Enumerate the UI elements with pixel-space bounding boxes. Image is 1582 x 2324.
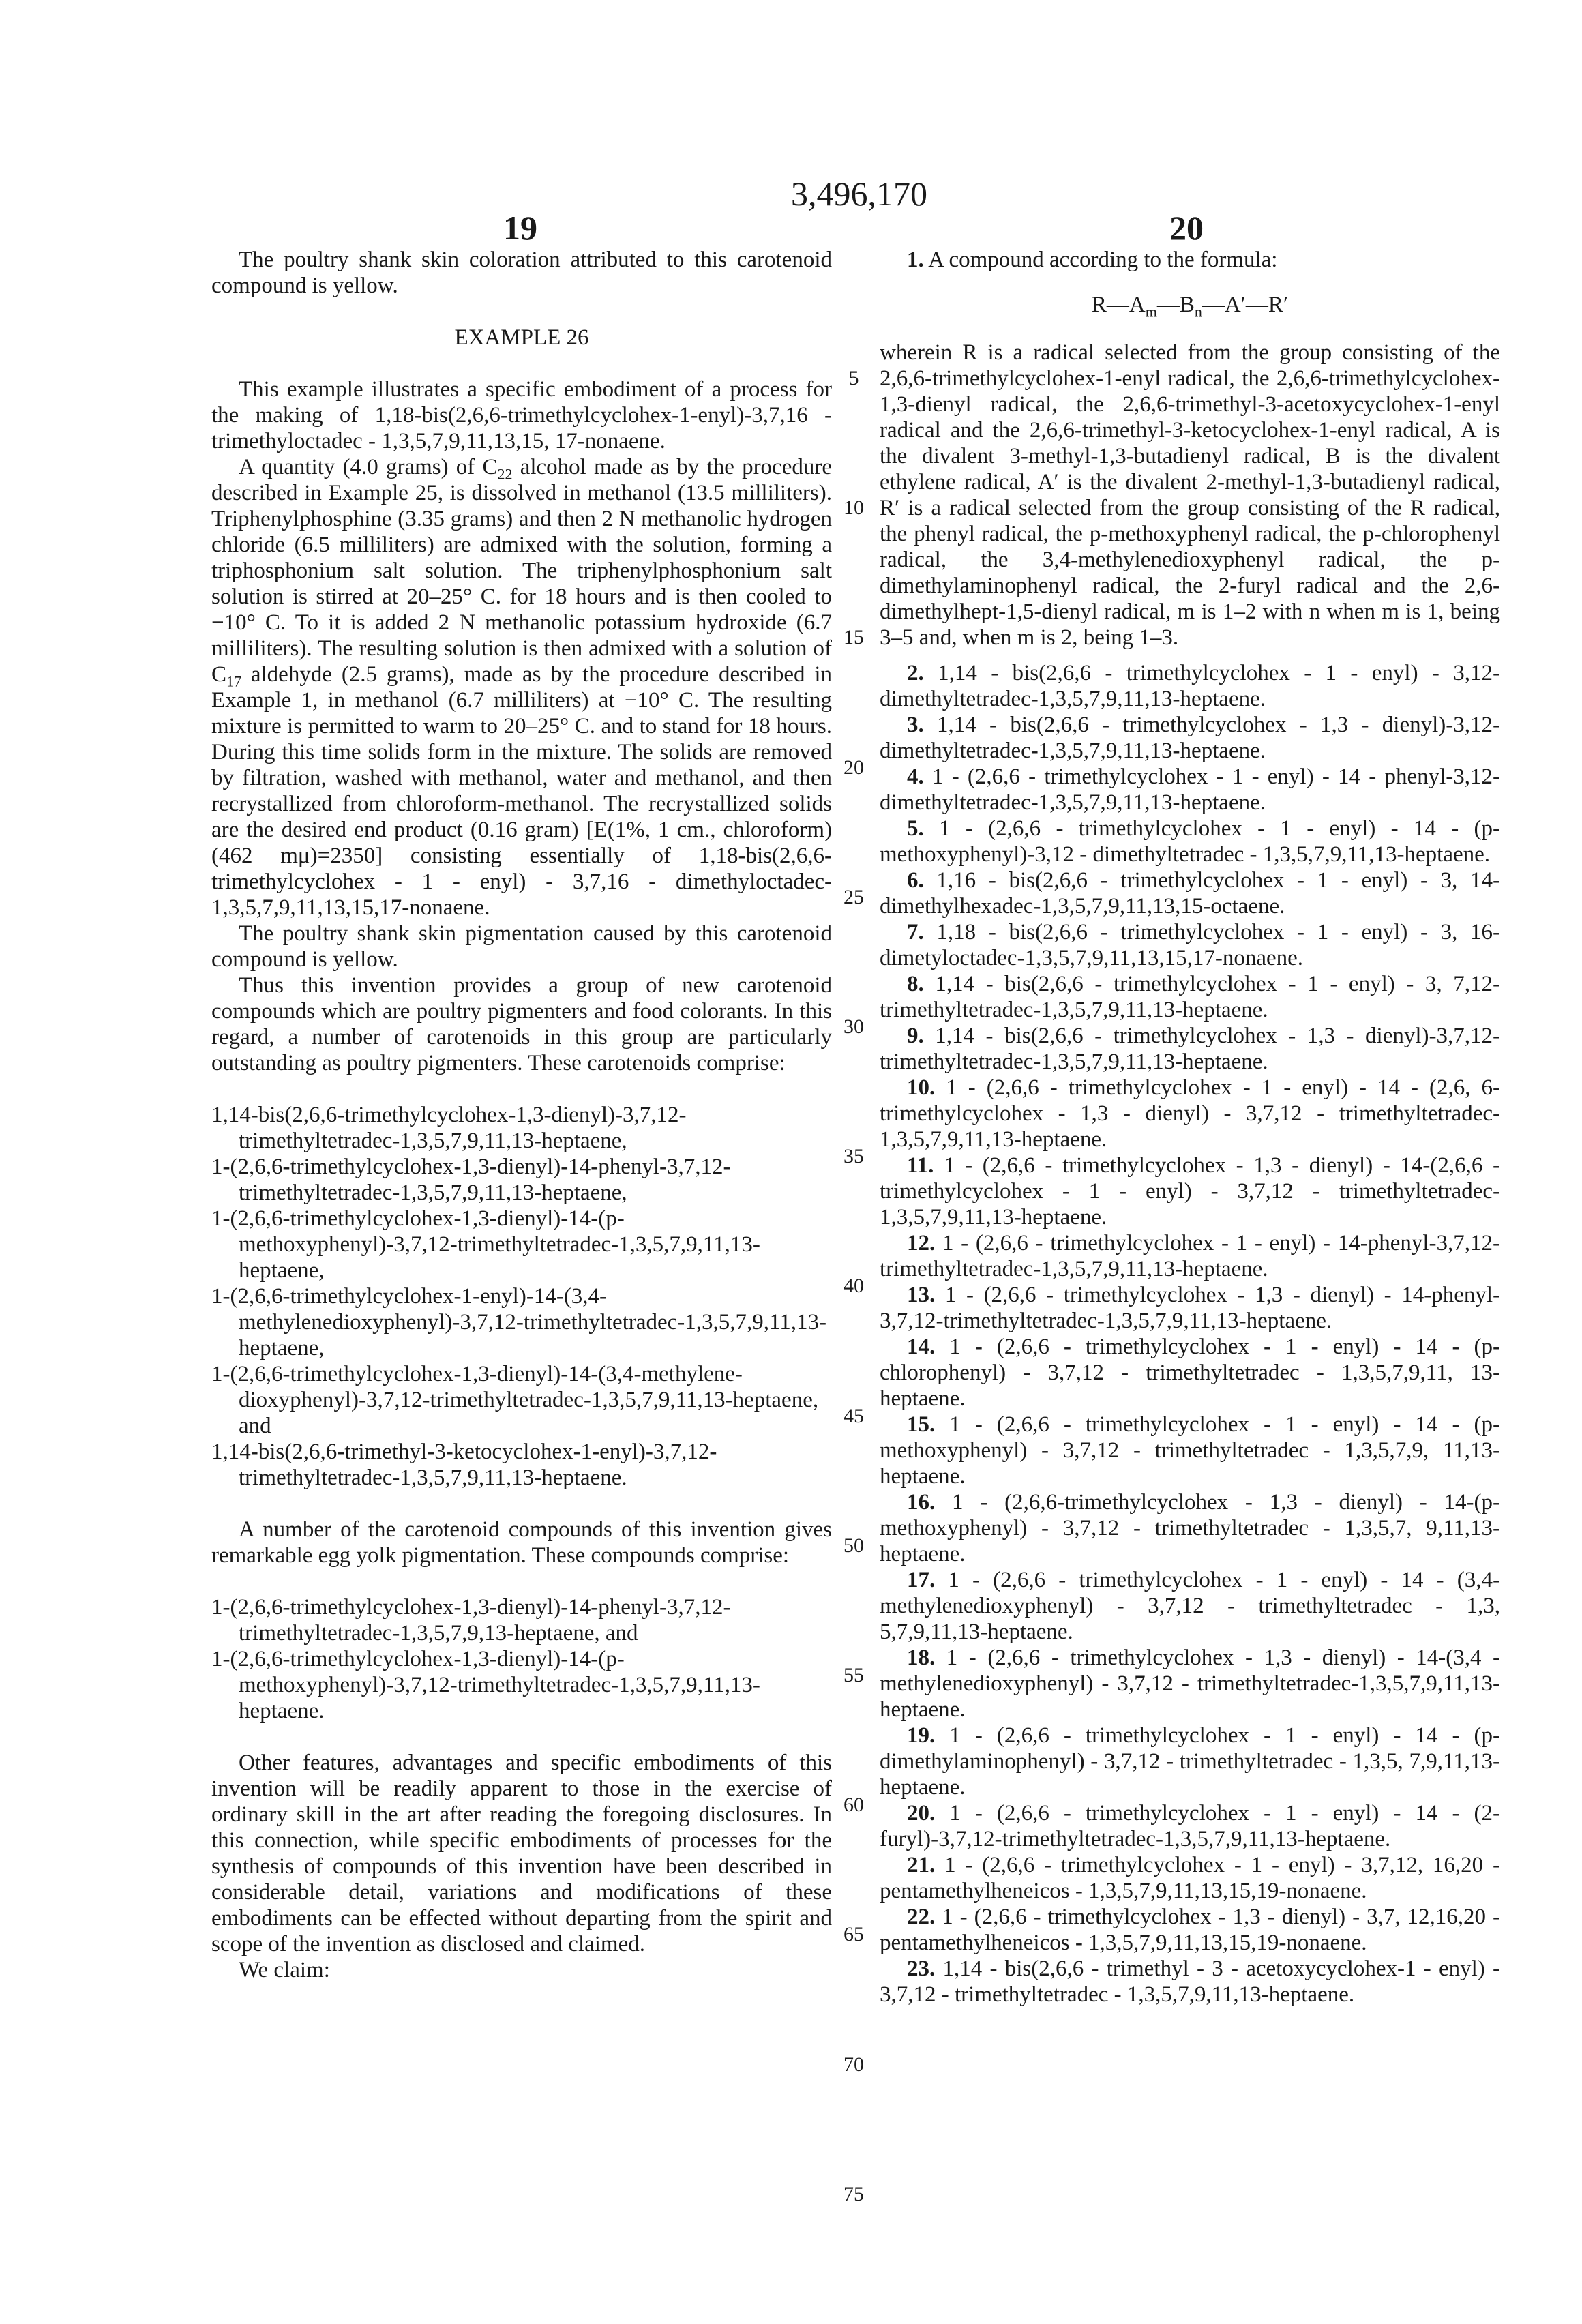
- claim-number: 6.: [907, 868, 924, 893]
- line-number: 55: [840, 1664, 867, 1687]
- claim-number: 3.: [907, 713, 924, 737]
- claim: [880, 1852, 1500, 1904]
- paragraph: Thus this invention provides a group of new carotenoid compounds which are poultry pigmenters and food colorants. In this regard, a number of carotenoids in this group are particularly outstanding as poultry pigmenters. These carotenoids comprise:: [211, 972, 832, 1076]
- claim-text: 1 - (2,6,6 - trimethylcyclohex - 1 - enyl) - 14 - phenyl-3,12-dimethyltetradec-1,3,5,7,9,11,13-heptaene.: [880, 764, 1500, 815]
- claim: [880, 1489, 1500, 1567]
- claim: [880, 1152, 1500, 1230]
- line-number: 35: [840, 1145, 867, 1168]
- compound-item: 1,14-bis(2,6,6-trimethyl-3-ketocyclohex-1-enyl)-3,7,12-trimethyltetradec-1,3,5,7,9,11,13-heptaene.: [211, 1439, 832, 1491]
- left-column: [211, 247, 832, 1983]
- claim-number: 20.: [907, 1801, 935, 1826]
- claim-text: 1 - (2,6,6 - trimethylcyclohex - 1 - enyl) - 14 - (p-dimethylaminophenyl) - 3,7,12 - trimethyltetradec - 1,3,5, 7,9,11,13-heptaene.: [880, 1723, 1500, 1800]
- paragraph: A number of the carotenoid compounds of this invention gives remarkable egg yolk pigmentation. These compounds comprise:: [211, 1517, 832, 1568]
- claim-text: 1,14 - bis(2,6,6 - trimethylcyclohex - 1,3 - dienyl)-3,12-dimethyltetradec-1,3,5,7,9,11,13-heptaene.: [880, 713, 1500, 763]
- claim: [880, 1567, 1500, 1645]
- claim-text: 1,14 - bis(2,6,6 - trimethylcyclohex - 1 - enyl) - 3, 7,12-trimethyltetradec-1,3,5,7,9,11,13-heptaene.: [880, 972, 1500, 1022]
- compound-item: 1-(2,6,6-trimethylcyclohex-1,3-dienyl)-14-phenyl-3,7,12-trimethyltetradec-1,3,5,7,9,13-heptaene, and: [211, 1594, 832, 1646]
- we-claim: We claim:: [211, 1957, 832, 1983]
- compound-item: 1-(2,6,6-trimethylcyclohex-1,3-dienyl)-14-(3,4-methylene-dioxyphenyl)-3,7,12-trimethyltetradec-1,3,5,7,9,11,13-heptaene, and: [211, 1361, 832, 1439]
- claim-number: 4.: [907, 764, 924, 789]
- claim: [880, 764, 1500, 816]
- claim-number: 9.: [907, 1024, 924, 1048]
- compound-list-poultry: [211, 1102, 832, 1491]
- claim-number: 15.: [907, 1412, 935, 1437]
- line-number: 15: [840, 626, 867, 649]
- claim: [880, 1645, 1500, 1723]
- claim-number: 17.: [907, 1568, 935, 1592]
- compound-list-egg-yolk: [211, 1594, 832, 1724]
- line-number: 5: [840, 367, 867, 390]
- claim: [880, 1075, 1500, 1152]
- claim-text: 1 - (2,6,6 - trimethylcyclohex - 1 - enyl) - 14 - (3,4-methylenedioxyphenyl) - 3,7,12 - trimethyltetradec - 1,3, 5,7,9,11,13-heptaene.: [880, 1568, 1500, 1644]
- compound-item: 1-(2,6,6-trimethylcyclohex-1,3-dienyl)-14-phenyl-3,7,12-trimethyltetradec-1,3,5,7,9,11,13-heptaene,: [211, 1154, 832, 1206]
- line-number: 75: [840, 2183, 867, 2206]
- line-number: 50: [840, 1534, 867, 1558]
- compound-item: 1,14-bis(2,6,6-trimethylcyclohex-1,3-dienyl)-3,7,12-trimethyltetradec-1,3,5,7,9,11,13-heptaene,: [211, 1102, 832, 1154]
- claim-text: 1 - (2,6,6 - trimethylcyclohex - 1 - enyl) - 14 - (2-furyl)-3,7,12-trimethyltetradec-1,3,5,7,9,11,13-heptaene.: [880, 1801, 1500, 1851]
- line-number: 70: [840, 2053, 867, 2076]
- line-number: 60: [840, 1793, 867, 1817]
- claim-number: 13.: [907, 1283, 935, 1307]
- claim-number: 5.: [907, 816, 924, 841]
- paragraph: [211, 454, 832, 921]
- claim-number: 1.: [907, 248, 924, 272]
- claim-text: 1 - (2,6,6 - trimethylcyclohex - 1 - enyl) - 14 - (p-chlorophenyl) - 3,7,12 - trimethyltetradec - 1,3,5,7,9,11, 13-heptaene.: [880, 1335, 1500, 1411]
- claim-number: 19.: [907, 1723, 935, 1748]
- claim-text: 1,18 - bis(2,6,6 - trimethylcyclohex - 1 - enyl) - 3, 16-dimetyloctadec-1,3,5,7,9,11,13,15,17-nonaene.: [880, 920, 1500, 970]
- claim-text: 1,14 - bis(2,6,6 - trimethylcyclohex - 1,3 - dienyl)-3,7,12-trimethyltetradec-1,3,5,7,9,11,13-heptaene.: [880, 1024, 1500, 1074]
- claim: [880, 971, 1500, 1023]
- claim-number: 10.: [907, 1075, 935, 1100]
- formula: [880, 292, 1500, 318]
- claim-number: 7.: [907, 920, 924, 944]
- claim-1-intro: [880, 247, 1500, 273]
- claim-number: 21.: [907, 1853, 935, 1877]
- text: alcohol made as by the procedure described in Example 25, is dissolved in methanol (13.5 milliliters). Triphenylphosphine (3.35 grams) and then 2 N methanolic hydrogen chloride (6.5 milliliters) are admixed with the solution, forming a triphosphonium salt solution. The triphenylphosphonium salt solution is stirred at 20–25° C. for 18 hours and is then cooled to −10° C. To it is added 2 N methanolic potassium hydroxide (6.7 milliliters). The resulting solution is then admixed with a solution of C: [211, 455, 832, 687]
- formula-part: —B: [1157, 293, 1195, 317]
- claim-number: 12.: [907, 1231, 935, 1255]
- subscript: 17: [226, 673, 241, 690]
- claim-text: 1 - (2,6,6 - trimethylcyclohex - 1,3 - dienyl) - 14-phenyl-3,7,12-trimethyltetradec-1,3,5,7,9,11,13-heptaene.: [880, 1283, 1500, 1333]
- claim-text: 1,14 - bis(2,6,6 - trimethylcyclohex - 1 - enyl) - 3,12-dimethyltetradec-1,3,5,7,9,11,13-heptaene.: [880, 661, 1500, 711]
- claim: [880, 1800, 1500, 1852]
- right-column: [880, 247, 1500, 2008]
- claim: [880, 1230, 1500, 1282]
- claim-number: 2.: [907, 661, 924, 685]
- claim-text: 1 - (2,6,6 - trimethylcyclohex - 1,3 - dienyl) - 3,7, 12,16,20 - pentamethylheneicos - 1,3,5,7,9,11,13,15,19-nonaene.: [880, 1905, 1500, 1955]
- claim: [880, 1904, 1500, 1956]
- formula-part: —A′—R′: [1202, 293, 1288, 317]
- claim: [880, 867, 1500, 919]
- line-number: 20: [840, 756, 867, 779]
- claim: [880, 1412, 1500, 1489]
- claim-text: 1 - (2,6,6 - trimethylcyclohex - 1 - enyl) - 3,7,12, 16,20 - pentamethylheneicos - 1,3,5,7,9,11,13,15,19-nonaene.: [880, 1853, 1500, 1903]
- claim-text: 1 - (2,6,6 - trimethylcyclohex - 1 - enyl) - 14 - (2,6, 6-trimethylcyclohex - 1,3 - dienyl) - 3,7,12 - trimethyltetradec-1,3,5,7,9,11,13-heptaene.: [880, 1075, 1500, 1152]
- claim: [880, 1956, 1500, 2008]
- claim-text: 1 - (2,6,6 - trimethylcyclohex - 1 - enyl) - 14 - (p-methoxyphenyl) - 3,7,12 - trimethyltetradec - 1,3,5,7,9, 11,13-heptaene.: [880, 1412, 1500, 1489]
- claim-number: 22.: [907, 1905, 935, 1929]
- formula-sub: m: [1146, 303, 1157, 321]
- line-number: 25: [840, 886, 867, 909]
- claim-number: 16.: [907, 1490, 935, 1515]
- claim: [880, 712, 1500, 764]
- formula-part: R—A: [1092, 293, 1146, 317]
- formula-sub: n: [1195, 303, 1202, 321]
- line-number: 40: [840, 1275, 867, 1298]
- claim-number: 18.: [907, 1645, 935, 1670]
- claim-1-body: wherein R is a radical selected from the group consisting of the 2,6,6-trimethylcyclohex-1-enyl radical, the 2,6,6-trimethylcyclohex-1,3-dienyl radical, the 2,6,6-trimethyl-3-acetoxycyclohex-1-enyl radical and the 2,6,6-trimethyl-3-ketocyclohex-1-enyl radical, A is the divalent 3-methyl-1,3-butadienyl radical, B is the divalent ethylene radical, A′ is the divalent 2-methyl-1,3-butadienyl radical, R′ is a radical selected from the group consisting of the R radical, the phenyl radical, the p-methoxyphenyl radical, the p-chlorophenyl radical, the 3,4-methylenedioxyphenyl radical, the p-dimethylaminophenyl radical, the 2-furyl radical and the 2,6-dimethylhept-1,5-dienyl radical, m is 1–2 with n when m is 1, being 3–5 and, when m is 2, being 1–3.: [880, 340, 1500, 651]
- claim-text: 1 - (2,6,6 - trimethylcyclohex - 1 - enyl) - 14 - (p-methoxyphenyl)-3,12 - dimethyltetradec - 1,3,5,7,9,11,13-heptaene.: [880, 816, 1500, 867]
- text: A compound according to the formula:: [928, 248, 1277, 272]
- claim-number: 8.: [907, 972, 924, 996]
- claim-text: 1,14 - bis(2,6,6 - trimethyl - 3 - acetoxycyclohex-1 - enyl) - 3,7,12 - trimethyltetradec - 1,3,5,7,9,11,13-heptaene.: [880, 1956, 1500, 2007]
- paragraph: The poultry shank skin coloration attributed to this carotenoid compound is yellow.: [211, 247, 832, 299]
- paragraph: The poultry shank skin pigmentation caused by this carotenoid compound is yellow.: [211, 921, 832, 972]
- claim: [880, 919, 1500, 971]
- claim-text: 1 - (2,6,6 - trimethylcyclohex - 1,3 - dienyl) - 14-(3,4 - methylenedioxyphenyl) - 3,7,12 - trimethyltetradec-1,3,5,7,9,11,13-heptaene.: [880, 1645, 1500, 1722]
- claim: [880, 1334, 1500, 1412]
- claim-text: 1 - (2,6,6 - trimethylcyclohex - 1 - enyl) - 14-phenyl-3,7,12-trimethyltetradec-1,3,5,7,9,11,13-heptaene.: [880, 1231, 1500, 1281]
- compound-item: 1-(2,6,6-trimethylcyclohex-1,3-dienyl)-14-(p-methoxyphenyl)-3,7,12-trimethyltetradec-1,3,5,7,9,11,13-heptaene.: [211, 1646, 832, 1724]
- claim-number: 14.: [907, 1335, 935, 1359]
- claim: [880, 1282, 1500, 1334]
- claim: [880, 660, 1500, 712]
- left-page-number: 19: [503, 208, 537, 248]
- line-number: 30: [840, 1015, 867, 1039]
- claim-text: 1 - (2,6,6 - trimethylcyclohex - 1,3 - dienyl) - 14-(2,6,6 - trimethylcyclohex - 1 - enyl) - 3,7,12 - trimethyltetradec-1,3,5,7,9,11,13-heptaene.: [880, 1153, 1500, 1230]
- claim: [880, 1023, 1500, 1075]
- paragraph: This example illustrates a specific embodiment of a process for the making of 1,18-bis(2,6,6-trimethylcyclohex-1-enyl)-3,7,16 - trimethyloctadec - 1,3,5,7,9,11,13,15, 17-nonaene.: [211, 376, 832, 454]
- claim-text: 1,16 - bis(2,6,6 - trimethylcyclohex - 1 - enyl) - 3, 14-dimethylhexadec-1,3,5,7,9,11,13,15-octaene.: [880, 868, 1500, 919]
- patent-number: 3,496,170: [791, 174, 927, 213]
- subscript: 22: [498, 466, 513, 483]
- claim-text: 1 - (2,6,6-trimethylcyclohex - 1,3 - dienyl) - 14-(p-methoxyphenyl) - 3,7,12 - trimethyltetradec - 1,3,5,7, 9,11,13-heptaene.: [880, 1490, 1500, 1566]
- line-number: 10: [840, 496, 867, 520]
- compound-item: 1-(2,6,6-trimethylcyclohex-1,3-dienyl)-14-(p-methoxyphenyl)-3,7,12-trimethyltetradec-1,3,5,7,9,11,13-heptaene,: [211, 1206, 832, 1283]
- right-page-number: 20: [1169, 208, 1204, 248]
- claims-list: [880, 660, 1500, 2008]
- text: A quantity (4.0 grams) of C: [239, 455, 498, 479]
- claim: [880, 1723, 1500, 1800]
- line-number: 65: [840, 1923, 867, 1946]
- line-number: 45: [840, 1405, 867, 1428]
- paragraph: Other features, advantages and specific embodiments of this invention will be readily apparent to those in the exercise of ordinary skill in the art after reading the foregoing disclosures. In this connection, while specific embodiments of processes for the synthesis of compounds of this invention have been described in considerable detail, variations and modifications of these embodiments can be effected without departing from the spirit and scope of the invention as disclosed and claimed.: [211, 1750, 832, 1957]
- claim-number: 11.: [907, 1153, 934, 1178]
- text: aldehyde (2.5 grams), made as by the procedure described in Example 1, in methanol (6.7 milliliters) at −10° C. The resulting mixture is permitted to warm to 20–25° C. and to stand for 18 hours. During this time solids form in the mixture. The solids are removed by filtration, washed with methanol, water and methanol, and then recrystallized from chloroform-methanol. The recrystallized solids are the desired end product (0.16 gram) [E(1%, 1 cm., chloroform) (462 mμ)=2350] consisting essentially of 1,18-bis(2,6,6-trimethylcyclohex - 1 - enyl) - 3,7,16 - dimethyloctadec-1,3,5,7,9,11,13,15,17-nonaene.: [211, 662, 832, 920]
- claim: [880, 816, 1500, 867]
- compound-item: 1-(2,6,6-trimethylcyclohex-1-enyl)-14-(3,4-methylenedioxyphenyl)-3,7,12-trimethyltetradec-1,3,5,7,9,11,13-heptaene,: [211, 1283, 832, 1361]
- example-heading: EXAMPLE 26: [211, 325, 832, 351]
- claim-number: 23.: [907, 1956, 935, 1981]
